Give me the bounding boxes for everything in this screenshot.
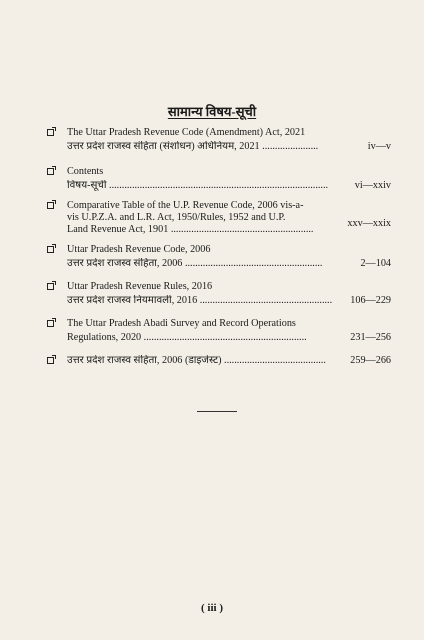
page-range: 2—104	[360, 258, 391, 269]
toc-entry	[47, 166, 391, 192]
toc-entry	[47, 200, 391, 238]
entry-line: Contents	[67, 166, 104, 177]
section-divider	[197, 411, 237, 412]
checkbox-bullet-icon	[47, 168, 54, 175]
entry-line: उत्तर प्रदेश राजस्व संहिता (संशोधन) अधिनियम, 2021 ......................	[67, 141, 319, 152]
toc-entry	[47, 127, 391, 153]
page-range: iv—v	[367, 141, 391, 152]
checkbox-bullet-icon	[47, 129, 54, 136]
entry-line: The Uttar Pradesh Abadi Survey and Record Operations	[67, 318, 296, 329]
toc-entry	[47, 244, 391, 270]
entry-line: Uttar Pradesh Revenue Rules, 2016	[67, 281, 213, 292]
entry-line: The Uttar Pradesh Revenue Code (Amendment) Act, 2021	[67, 127, 306, 138]
checkbox-bullet-icon	[47, 246, 54, 253]
entry-line: Comparative Table of the U.P. Revenue Code, 2006 vis-a-	[67, 200, 304, 211]
entry-line: उत्तर प्रदेश राजस्व संहिता, 2006 ......................................................	[67, 258, 323, 269]
page-range: 106—229	[350, 295, 391, 306]
page-range: xxv—xxix	[347, 218, 391, 229]
entry-line: Land Revenue Act, 1901 ........................................................	[67, 224, 314, 235]
page-range: 259—266	[350, 355, 391, 366]
checkbox-bullet-icon	[47, 357, 54, 364]
checkbox-bullet-icon	[47, 320, 54, 327]
page-range: 231—256	[350, 332, 391, 343]
page-title: सामान्य विषय-सूची	[167, 104, 257, 119]
entry-line: Uttar Pradesh Revenue Code, 2006	[67, 244, 211, 255]
checkbox-bullet-icon	[47, 202, 54, 209]
toc-entry	[47, 355, 391, 369]
entry-line: vis U.P.Z.A. and L.R. Act, 1950/Rules, 1952 and U.P.	[67, 212, 286, 223]
page-range: vi—xxiv	[354, 180, 391, 191]
toc-entry	[47, 281, 391, 307]
entry-line: Regulations, 2020 ................................................................	[67, 332, 307, 343]
checkbox-bullet-icon	[47, 283, 54, 290]
page-number: ( iii )	[201, 602, 223, 614]
toc-entry	[47, 318, 391, 344]
entry-line: उत्तर प्रदेश राजस्व संहिता, 2006 (डाइजेस्ट) ........................................	[67, 355, 326, 366]
entry-line: उत्तर प्रदेश राजस्व नियमावली, 2016 ....................................................	[67, 295, 333, 306]
entry-line: विषय-सूची ......................................................................................	[67, 180, 329, 191]
